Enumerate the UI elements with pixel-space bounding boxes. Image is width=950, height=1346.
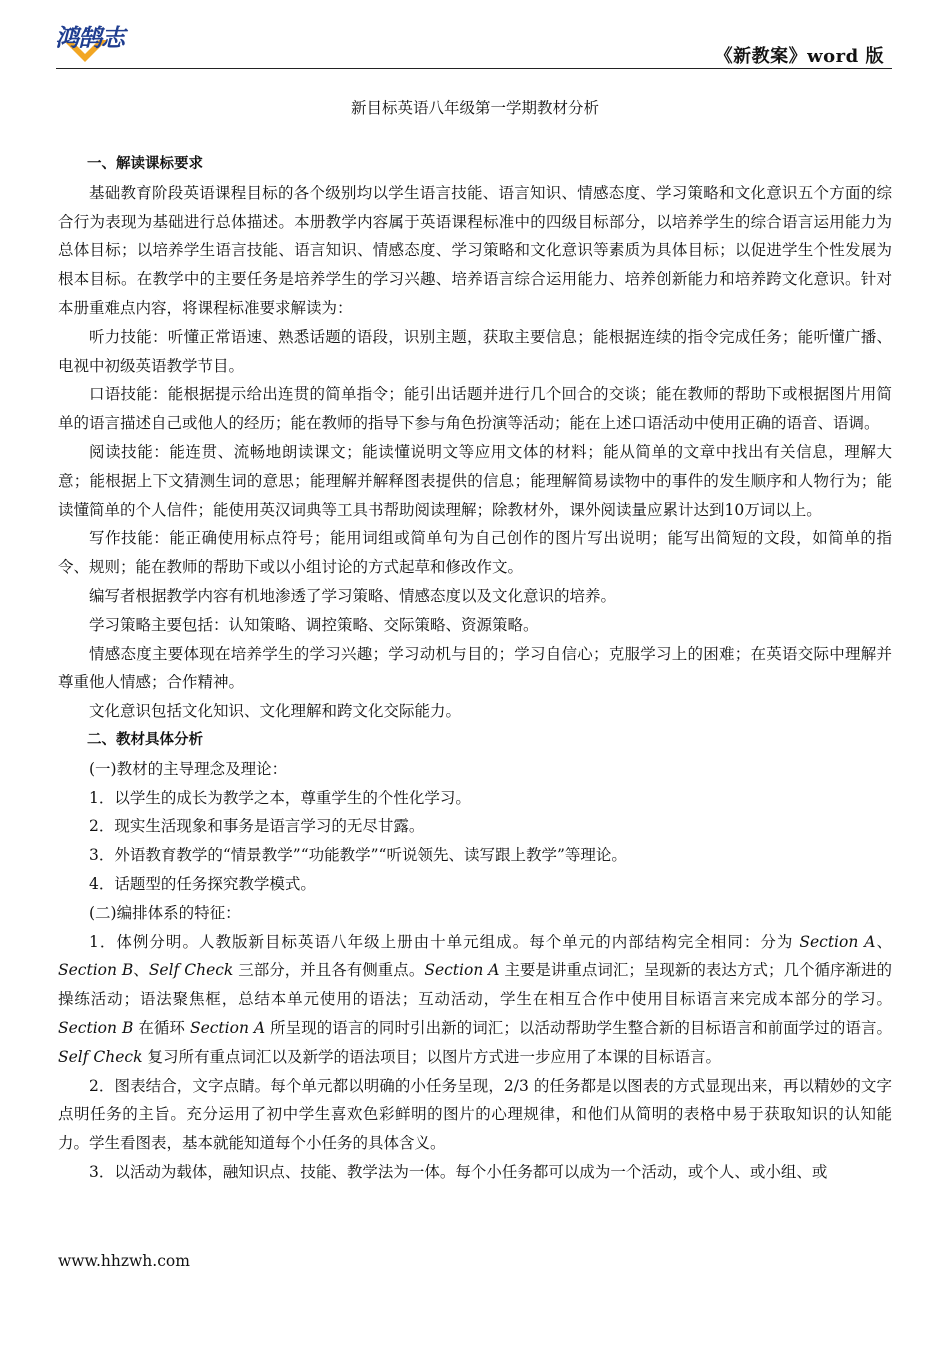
text-run: 在循环: [133, 1018, 190, 1037]
document-title: 新目标英语八年级第一学期教材分析: [350, 99, 599, 117]
document-body: [58, 150, 892, 1187]
footer-url: www.hhzwh.com: [58, 1252, 190, 1270]
section-heading: 二、教材具体分析: [87, 731, 203, 748]
header-divider: [56, 68, 892, 69]
section-term: Self Check: [148, 961, 234, 980]
header-brand: 《新教案》word 版: [714, 46, 884, 67]
paragraph: 阅读技能：能连贯、流畅地朗读课文；能读懂说明文等应用文体的材料；能从简单的文章中找出有关信息，理解大意；能根据上下文猜测生词的意思；能理解并解释图表提供的信息；能理解简易读物中的事件的发生顺序和人物行为；能读懂简单的个人信件；能使用英汉词典等工具书帮助阅读理解；除教材外，课外阅读量应累计达到10万词以上。: [58, 442, 892, 519]
text-run: 三部分，并且各有侧重点。: [233, 961, 425, 980]
paragraph: 基础教育阶段英语课程目标的各个级别均以学生语言技能、语言知识、情感态度、学习策略和文化意识五个方面的综合行为表现为基础进行总体描述。本册教学内容属于英语课程标准中的四级目标部分，以培养学生的综合语言运用能力为总体目标；以培养学生语言技能、语言知识、情感态度、学习策略和文化意识等素质为具体目标；以促进学生个性发展为根本目标。在教学中的主要任务是培养学生的学习兴趣、培养语言综合运用能力、培养创新能力和培养跨文化意识。针对本册重难点内容，将课程标准要求解读为：: [58, 183, 892, 317]
section-term: Section A: [424, 961, 500, 980]
list-item: 2．现实生活现象和事务是语言学习的无尽甘露。: [89, 817, 425, 836]
paragraph: 写作技能：能正确使用标点符号；能用词组或简单句为自己创作的图片写出说明；能写出简短的文段，如简单的指令、规则；能在教师的帮助下或以小组讨论的方式起草和修改作文。: [58, 529, 892, 577]
list-item: 1．以学生的成长为教学之本，尊重学生的个性化学习。: [89, 788, 471, 807]
text-run: 1．体例分明。人教版新目标英语八年级上册由十单元组成。每个单元的内部结构完全相同：分为: [89, 932, 800, 951]
paragraph: 情感态度主要体现在培养学生的学习兴趣；学习动机与目的；学习自信心；克服学习上的困难；在英语交际中理解并尊重他人情感；合作精神。: [58, 644, 892, 692]
logo-text: 鸿鹄志: [55, 24, 124, 52]
section-term: Section A: [799, 932, 876, 951]
text-run: 复习所有重点词汇以及新学的语法项目；以图片方式进一步应用了本课的目标语言。: [142, 1047, 721, 1066]
section-term: Section A: [189, 1018, 266, 1037]
paragraph: [58, 928, 892, 1072]
brand-logo: [55, 18, 155, 66]
text-run: 主要是讲重点词汇；呈现新的表达方式；几个循序渐进的操练活动；语法聚焦框，总结本单元使用的语法；互动活动，学生在相互合作中使用目标语言来完成本部分的学习。: [58, 961, 892, 1009]
paragraph: 文化意识包括文化知识、文化理解和跨文化交际能力。: [89, 702, 462, 721]
text-run: 、: [875, 932, 892, 951]
paragraph: 听力技能：听懂正常语速、熟悉话题的语段，识别主题，获取主要信息；能根据连续的指令完成任务；能听懂广播、电视中初级英语教学节目。: [58, 327, 892, 375]
section-term: Section B: [58, 1018, 134, 1037]
paragraph: 2．图表结合，文字点睛。每个单元都以明确的小任务呈现，2/3 的任务都是以图表的方式显现出来，再以精妙的文字点明任务的主旨。充分运用了初中学生喜欢色彩鲜明的图片的心理规律，和他们从简明的表格中易于获取知识的认知能力。学生看图表，基本就能知道每个小任务的具体含义。: [58, 1076, 892, 1153]
paragraph: 口语技能：能根据提示给出连贯的简单指令；能引出话题并进行几个回合的交谈；能在教师的帮助下或根据图片用简单的语言描述自己或他人的经历；能在教师的指导下参与角色扮演等活动；能在上述口语活动中使用正确的语音、语调。: [58, 385, 892, 433]
paragraph: 学习策略主要包括：认知策略、调控策略、交际策略、资源策略。: [89, 615, 539, 634]
section-heading: 一、解读课标要求: [87, 156, 203, 172]
section-term: Section B: [58, 961, 134, 980]
list-item: 4．话题型的任务探究教学模式。: [89, 874, 316, 893]
paragraph: 3．以活动为载体，融知识点、技能、教学法为一体。每个小任务都可以成为一个活动，或个人、或小组、或: [89, 1162, 828, 1181]
text-run: 、: [133, 961, 149, 980]
text-run: 所呈现的语言的同时引出新的词汇；以活动帮助学生整合新的目标语言和前面学过的语言。: [265, 1018, 893, 1037]
section-term: Self Check: [58, 1047, 143, 1066]
paragraph: (二)编排体系的特征：: [89, 903, 241, 922]
list-item: 3．外语教育教学的“情景教学”“功能教学”“听说领先、读写跟上教学”等理论。: [89, 846, 627, 865]
paragraph: (一)教材的主导理念及理论：: [89, 759, 288, 778]
paragraph: 编写者根据教学内容有机地渗透了学习策略、情感态度以及文化意识的培养。: [89, 586, 617, 605]
